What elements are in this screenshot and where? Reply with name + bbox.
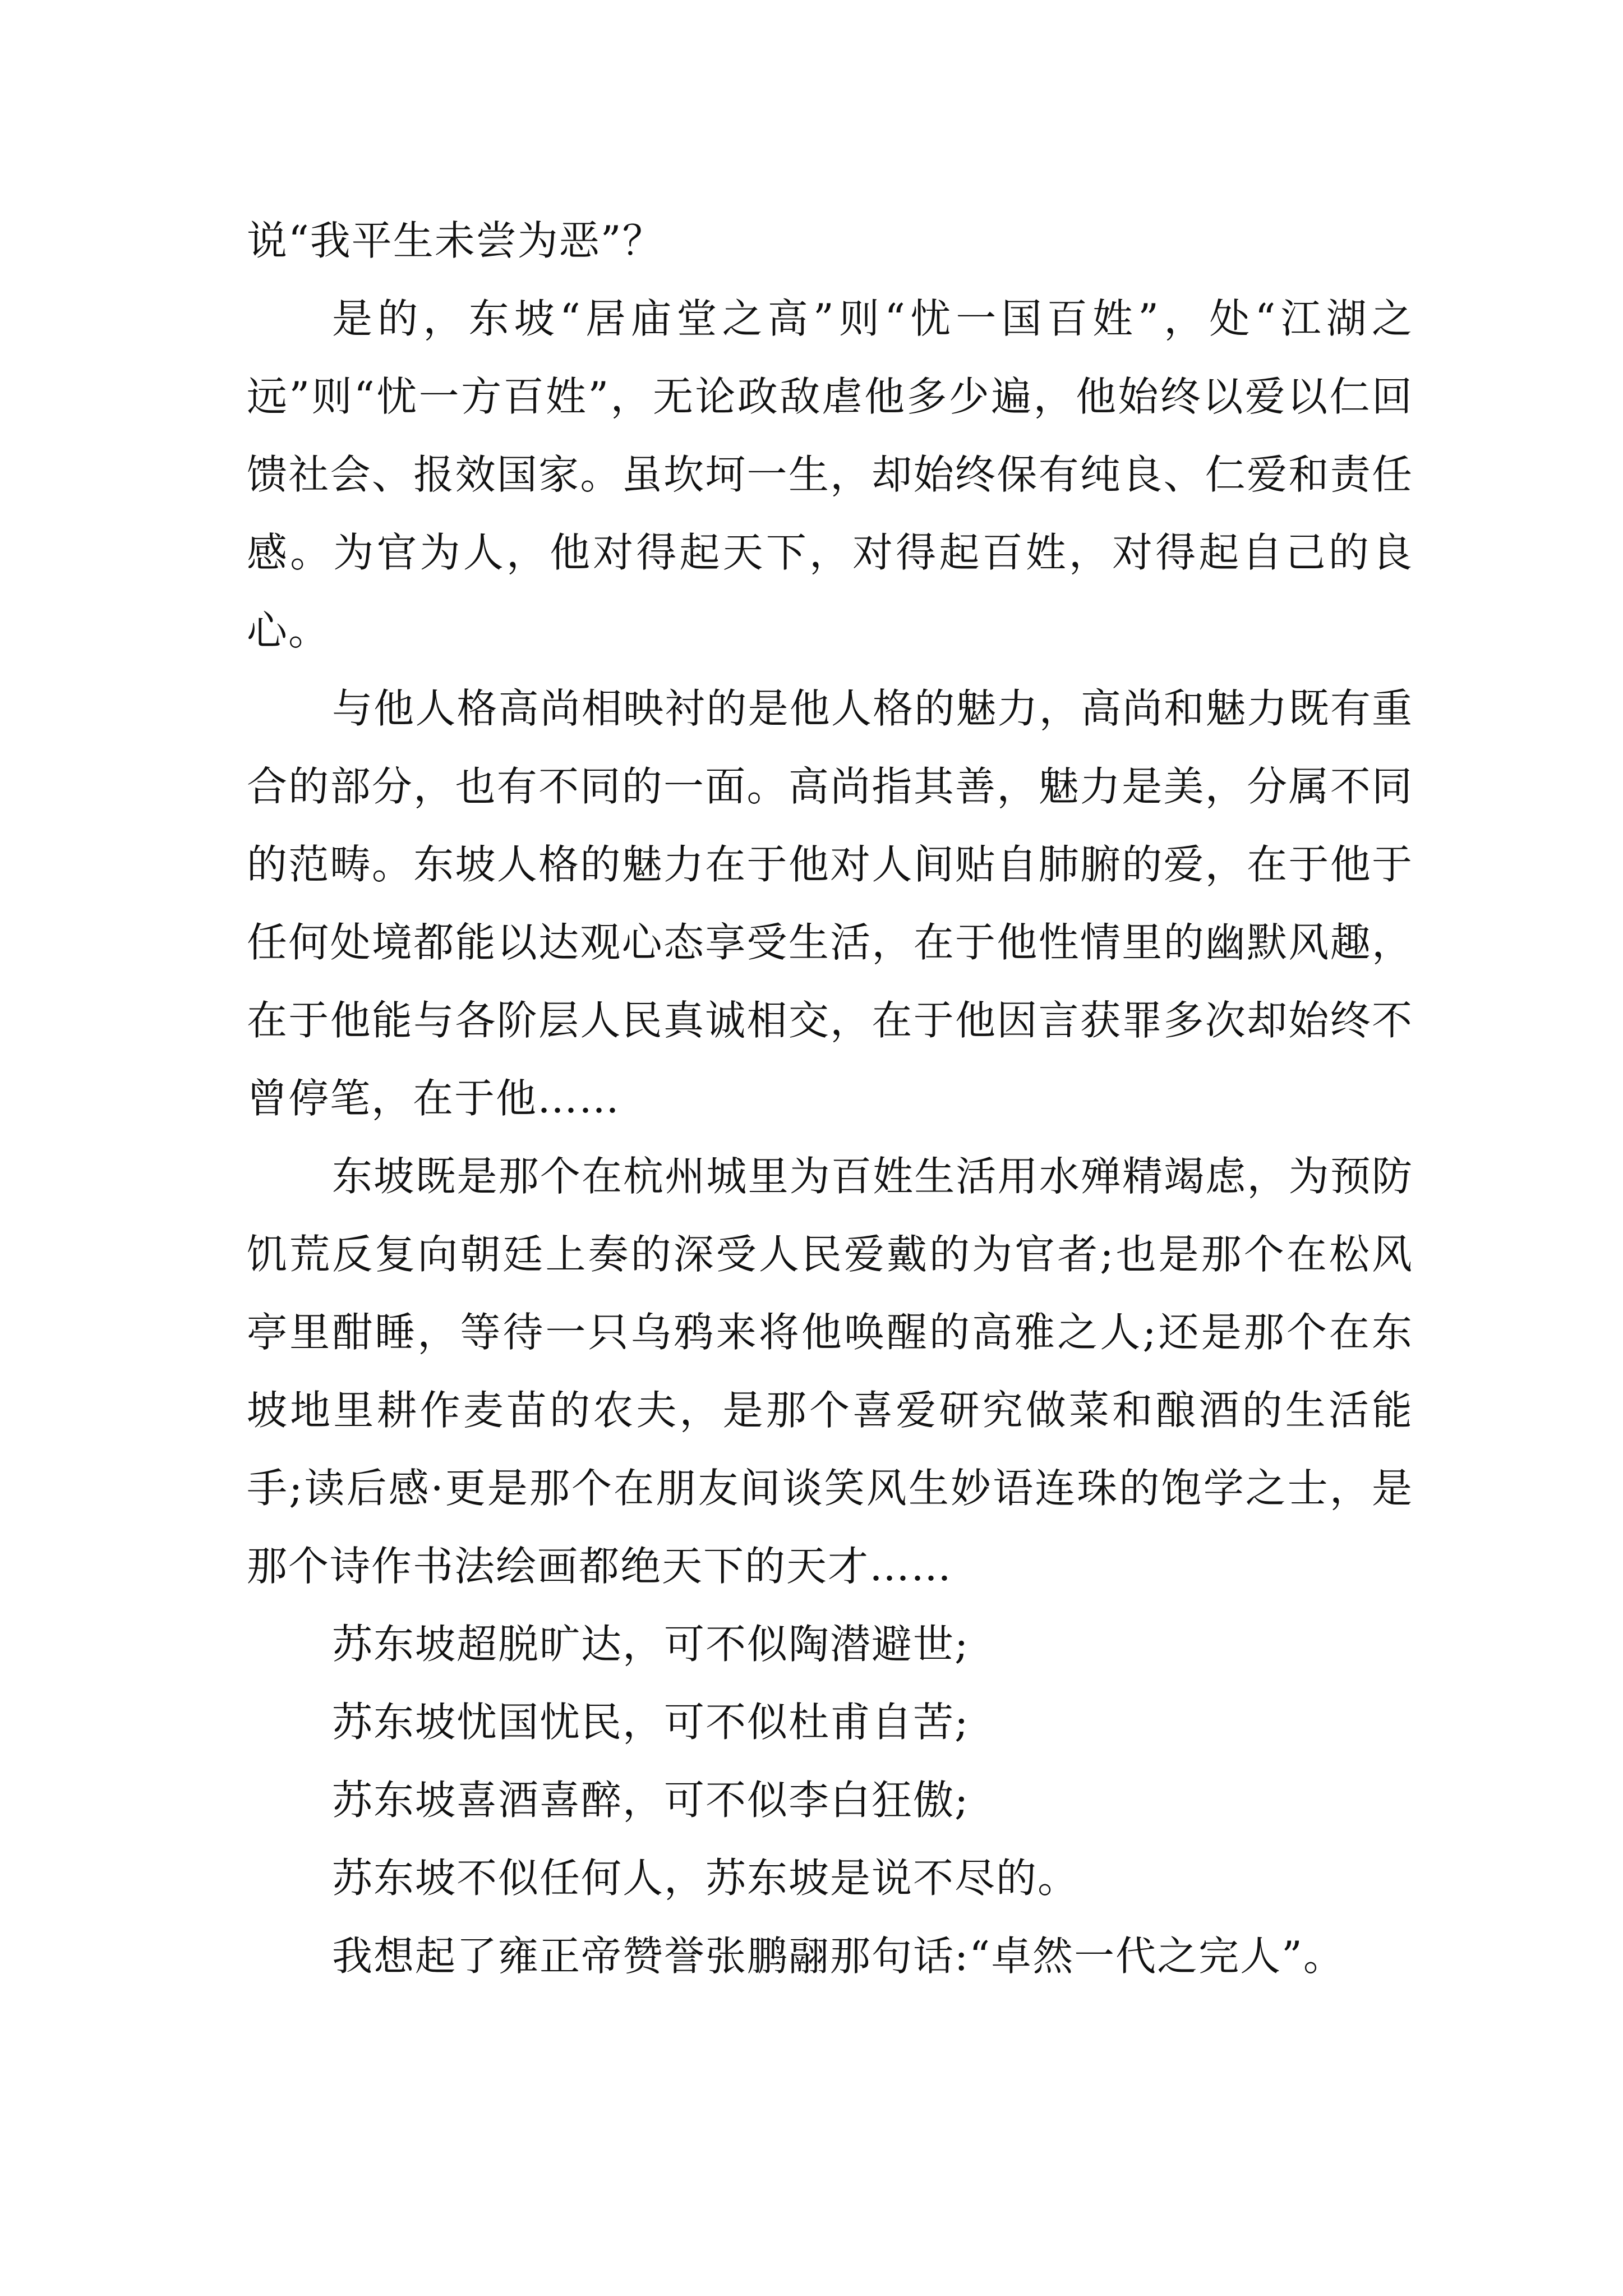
verse-line-inexhaustible: 苏东坡不似任何人，苏东坡是说不尽的。 <box>332 1855 1080 1902</box>
verse-line-tao-qian: 苏东坡超脱旷达，可不似陶潜避世; <box>332 1621 970 1668</box>
document-body <box>247 202 1413 1995</box>
paragraph-dongpo-officialdom: 是的，东坡“居庙堂之高”则“忧一国百姓”，处“江湖之远”则“忧一方百姓”，无论政敌虐他多少遍，他始终以爱以仁回馈社会、报效国家。虽坎坷一生，却始终保有纯良、仁爱和责任感。为官为人，他对得起天下，对得起百姓，对得起自己的良心。 <box>247 295 1413 654</box>
paragraph-continuation: 说“我平生未尝为恶”？ <box>247 217 664 264</box>
closing-line-yongzheng: 我想起了雍正帝赞誉张鹏翮那句话:“卓然一代之完人”。 <box>332 1932 1345 1980</box>
paragraph-personality-charm: 与他人格高尚相映衬的是他人格的魅力，高尚和魅力既有重合的部分，也有不同的一面。高尚指其善，魅力是美，分属不同的范畴。东坡人格的魅力在于他对人间贴自肺腑的爱，在于他于任何处境都能以达观心态享受生活，在于他性情里的幽默风趣，在于他能与各阶层人民真诚相交，在于他因言获罪多次却始终不曾停笔，在于他…… <box>247 685 1413 1122</box>
verse-line-du-fu: 苏东坡忧国忧民，可不似杜甫自苦; <box>332 1699 970 1746</box>
verse-line-li-bai: 苏东坡喜酒喜醉，可不似李白狂傲; <box>332 1777 970 1824</box>
paragraph-dongpo-roles: 东坡既是那个在杭州城里为百姓生活用水殚精竭虑，为预防饥荒反复向朝廷上奏的深受人民爱戴的为官者;也是那个在松风亭里酣睡，等待一只乌鸦来将他唤醒的高雅之人;还是那个在东坡地里耕作麦苗的农夫，是那个喜爱研究做菜和酿酒的生活能手;读后感·更是那个在朋友间谈笑风生妙语连珠的饱学之士，是那个诗作书法绘画都绝天下的天才…… <box>247 1153 1413 1590</box>
